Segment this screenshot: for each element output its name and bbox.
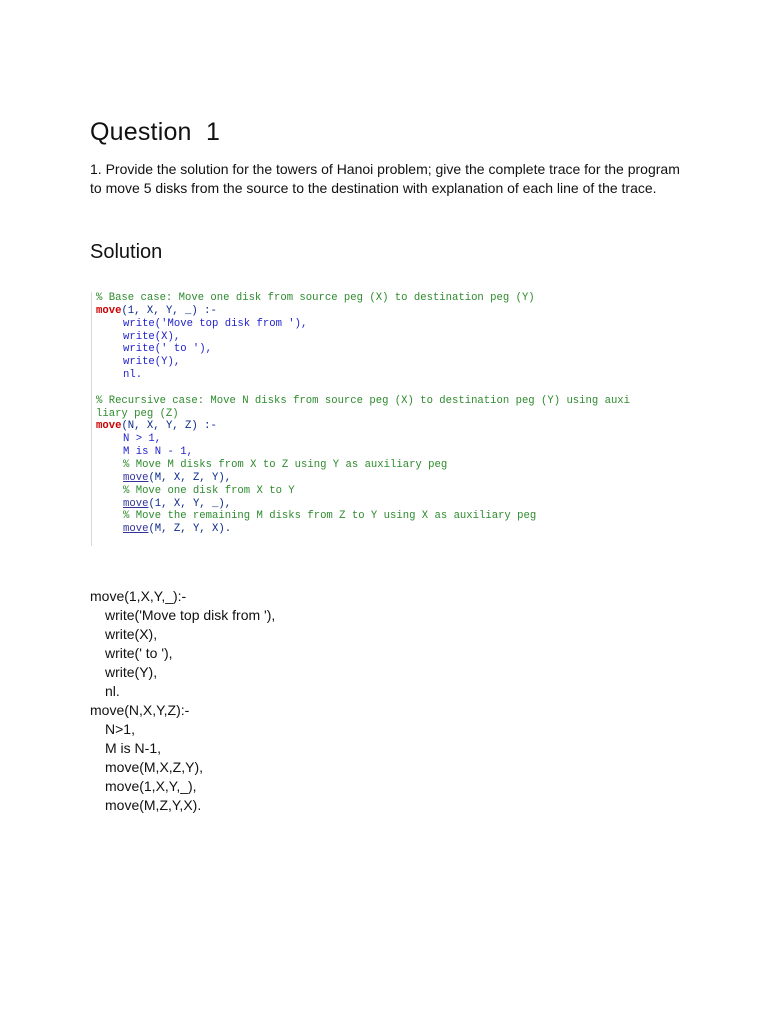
code-recursive-call xyxy=(96,472,691,485)
code-base-body-line: write(Y), xyxy=(123,356,181,369)
code-listing-line: move(M,X,Z,Y), xyxy=(105,759,204,775)
code-recursive-call xyxy=(96,498,691,511)
code-comment-base: % Base case: Move one disk from source peg (X) to destination peg (Y) xyxy=(96,292,535,304)
code-base-body-line: write(' to '), xyxy=(123,343,213,356)
code-base-body-line: write(X), xyxy=(123,330,181,343)
code-condition-line: N > 1, xyxy=(123,433,162,446)
code-listing-line: move(1,X,Y,_):- xyxy=(90,588,187,604)
code-base-body-line: write('Move top disk from '), xyxy=(123,317,308,330)
code-predicate-name: move xyxy=(96,420,122,433)
code-call-args: (M, Z, Y, X). xyxy=(148,523,232,536)
code-blank-line xyxy=(96,382,691,395)
code-listing-line: write('Move top disk from '), xyxy=(105,607,276,623)
code-listing-line: N>1, xyxy=(105,721,135,737)
code-recursive-call xyxy=(96,523,691,536)
solution-heading: Solution xyxy=(90,241,163,263)
code-listing-line: write(X), xyxy=(105,626,158,642)
code-comment-recursive: % Recursive case: Move N disks from source peg (X) to destination peg (Y) using auxi xyxy=(96,394,631,407)
code-call-name: move xyxy=(123,497,149,510)
code-predicate-args: (1, X, Y, _) :- xyxy=(121,304,217,317)
code-condition-line: M is N - 1, xyxy=(123,446,193,459)
code-listing-line: move(N,X,Y,Z):- xyxy=(90,702,190,718)
code-comment-inline: % Move the remaining M disks from Z to Y using X as auxiliary peg xyxy=(123,510,537,523)
code-listing-line: nl. xyxy=(105,683,120,699)
code-predicate-args: (N, X, Y, Z) :- xyxy=(121,420,217,433)
code-base-body-line: nl. xyxy=(123,369,143,382)
code-listing-line: move(1,X,Y,_), xyxy=(105,778,197,794)
code-comment-inline: % Move one disk from X to Y xyxy=(123,484,295,497)
question-text: 1. Provide the solution for the towers of Hanoi problem; give the complete trace for the program to move 5 disks from the source to the destination with explanation of each line of the trace. xyxy=(90,161,680,196)
code-call-args: (1, X, Y, _), xyxy=(148,497,232,510)
plain-code-listing xyxy=(90,587,275,815)
page-title: Question 1 xyxy=(90,118,221,146)
code-predicate-name: move xyxy=(96,304,122,317)
code-base-head xyxy=(96,305,691,318)
code-listing-line: M is N-1, xyxy=(105,740,161,756)
code-listing-line: write(Y), xyxy=(105,664,158,680)
code-call-name: move xyxy=(123,523,149,536)
code-listing-line: write(' to '), xyxy=(105,645,173,661)
code-call-args: (M, X, Z, Y), xyxy=(148,471,232,484)
code-comment-inline: % Move M disks from X to Z using Y as auxiliary peg xyxy=(123,458,448,471)
code-screenshot xyxy=(91,292,691,546)
code-comment-recursive-wrap: liary peg (Z) xyxy=(96,407,179,420)
code-recursive-head xyxy=(96,420,691,433)
code-listing-line: move(M,Z,Y,X). xyxy=(105,797,202,813)
code-call-name: move xyxy=(123,471,149,484)
